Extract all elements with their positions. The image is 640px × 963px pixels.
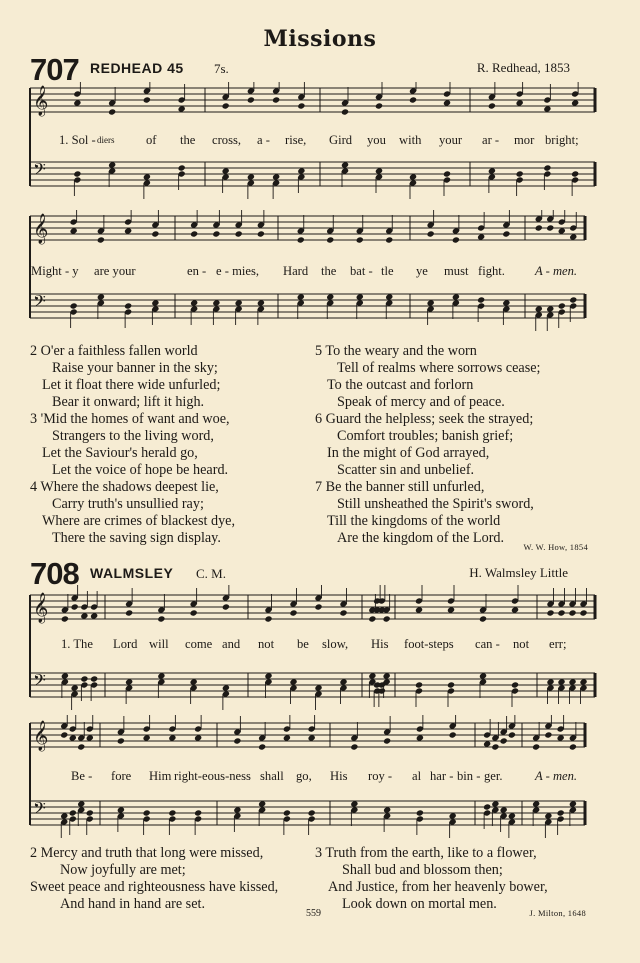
- note: [125, 678, 133, 685]
- lyric: come: [185, 637, 213, 651]
- lyric: Might - y: [31, 264, 79, 278]
- verse-line: 3 'Mid the homes of want and woe,: [30, 411, 230, 427]
- note: [69, 734, 77, 741]
- note: [368, 615, 376, 622]
- note: [488, 102, 496, 109]
- note: [477, 233, 485, 240]
- note: [143, 734, 151, 741]
- author: J. Milton, 1648: [529, 908, 586, 918]
- lyric: diers: [97, 135, 115, 145]
- note: [500, 737, 508, 744]
- verse-line: Till the kingdoms of the world: [327, 513, 501, 529]
- note: [502, 230, 510, 237]
- note: [233, 806, 241, 813]
- note: [535, 305, 543, 312]
- note: [264, 615, 272, 622]
- note: [356, 293, 364, 300]
- note: [535, 224, 543, 231]
- amen: A - men.: [535, 264, 578, 278]
- verses-right-column: [315, 845, 548, 913]
- note: [483, 740, 491, 747]
- note: [543, 105, 551, 112]
- note: [449, 731, 457, 738]
- note: [427, 299, 435, 306]
- note: [339, 678, 347, 685]
- note: [516, 99, 524, 106]
- note: [190, 230, 198, 237]
- note: [341, 161, 349, 168]
- note: [532, 743, 540, 750]
- lyric: ye: [416, 264, 428, 278]
- note: [571, 170, 579, 177]
- note: [508, 812, 516, 819]
- note: [409, 96, 417, 103]
- verse-line: There the saving sign display.: [52, 530, 221, 546]
- note: [247, 173, 255, 180]
- verse-line: Strangers to the living word,: [52, 428, 214, 444]
- note: [416, 734, 424, 741]
- verse-line: 4 Where the shadows deepest lie,: [30, 479, 219, 495]
- bass-clef-icon: 𝄢: [33, 159, 46, 183]
- note: [86, 734, 94, 741]
- note: [77, 743, 85, 750]
- note: [568, 609, 576, 616]
- tune-name: WALMSLEY: [90, 565, 174, 581]
- note: [222, 167, 230, 174]
- note: [544, 731, 552, 738]
- note: [257, 230, 265, 237]
- note: [326, 236, 334, 243]
- note: [546, 305, 554, 312]
- note: [409, 173, 417, 180]
- composer: R. Redhead, 1853: [476, 60, 570, 75]
- note: [283, 734, 291, 741]
- note: [289, 609, 297, 616]
- note: [143, 809, 151, 816]
- verse-line: 2 Mercy and truth that long were missed,: [30, 845, 264, 861]
- note: [571, 99, 579, 106]
- verse-line: Tell of realms where sorrows cease;: [337, 360, 541, 376]
- note: [297, 102, 305, 109]
- note: [339, 609, 347, 616]
- note: [500, 806, 508, 813]
- lyric: a -: [257, 133, 270, 147]
- note: [178, 164, 186, 171]
- note: [308, 809, 316, 816]
- note: [168, 809, 176, 816]
- note: [77, 800, 85, 807]
- lyric: Be -: [71, 769, 93, 783]
- note: [479, 615, 487, 622]
- lyric: har -: [430, 769, 454, 783]
- note: [452, 236, 460, 243]
- lyric: you: [367, 133, 386, 147]
- verse-line: Sweet peace and righteousness have kissed,: [30, 879, 279, 895]
- lyric: not: [513, 637, 530, 651]
- note: [178, 105, 186, 112]
- lyric: bat -: [350, 264, 373, 278]
- verse-line: Bear it onward; lift it high.: [52, 394, 205, 410]
- verse-line: In the might of God arrayed,: [327, 445, 490, 461]
- treble-clef-icon: 𝄞: [33, 721, 49, 751]
- note: [143, 96, 151, 103]
- lyric: are your: [94, 264, 136, 278]
- note: [350, 800, 358, 807]
- lyric: must: [444, 264, 469, 278]
- lyric: the: [321, 264, 337, 278]
- note: [257, 299, 265, 306]
- lyric: al: [412, 769, 422, 783]
- lyric: with: [399, 133, 422, 147]
- lyric: not: [258, 637, 275, 651]
- note: [543, 164, 551, 171]
- page-title: Missions: [263, 26, 377, 52]
- meter: 7s.: [214, 61, 229, 76]
- note: [194, 734, 202, 741]
- note: [558, 302, 566, 309]
- note: [222, 684, 230, 691]
- verse-line: 3 Truth from the earth, like to a flower,: [315, 845, 537, 861]
- note: [69, 809, 77, 816]
- note: [70, 302, 78, 309]
- lyric: rise,: [285, 133, 307, 147]
- note: [297, 236, 305, 243]
- note: [289, 678, 297, 685]
- bass-clef-icon: 𝄢: [33, 670, 46, 694]
- note: [80, 675, 88, 682]
- note: [488, 167, 496, 174]
- note: [368, 672, 376, 679]
- lyric: go,: [296, 769, 312, 783]
- note: [247, 96, 255, 103]
- note: [443, 170, 451, 177]
- note: [222, 603, 230, 610]
- note: [117, 806, 125, 813]
- note: [235, 230, 243, 237]
- note: [375, 102, 383, 109]
- lyric: and: [222, 637, 241, 651]
- treble-clef-icon: 𝄞: [33, 593, 49, 623]
- note: [558, 227, 566, 234]
- lyric: ger.: [484, 769, 503, 783]
- hymn-number: 708: [30, 556, 79, 591]
- note: [143, 173, 151, 180]
- lyric: 1. The: [61, 637, 93, 651]
- lyric: en -: [187, 264, 207, 278]
- note: [108, 108, 116, 115]
- treble-clef-icon: 𝄞: [33, 214, 49, 244]
- lyrics-line: [0, 133, 640, 149]
- lyric: 1. Sol -: [59, 133, 96, 147]
- lyric: His: [330, 769, 348, 783]
- note: [511, 681, 519, 688]
- lyric: foot-steps: [404, 637, 454, 651]
- note: [235, 299, 243, 306]
- note: [71, 684, 79, 691]
- note: [568, 678, 576, 685]
- note: [70, 227, 78, 234]
- lyric: tle: [381, 264, 394, 278]
- author: W. W. How, 1854: [523, 542, 588, 552]
- note: [477, 296, 485, 303]
- note: [415, 606, 423, 613]
- note: [557, 678, 565, 685]
- lyric: will: [149, 637, 169, 651]
- note: [190, 678, 198, 685]
- lyrics-line: [0, 264, 640, 280]
- verses-left-column: [30, 343, 235, 547]
- note: [569, 800, 577, 807]
- lyric: Him: [149, 769, 172, 783]
- note: [546, 609, 554, 616]
- lyric: fight.: [478, 264, 505, 278]
- verse-line: Look down on mortal men.: [342, 896, 497, 912]
- note: [71, 603, 79, 610]
- note: [449, 812, 457, 819]
- note: [61, 672, 69, 679]
- note: [532, 800, 540, 807]
- note: [308, 734, 316, 741]
- amen: A - men.: [535, 769, 578, 783]
- tune-name: REDHEAD 45: [90, 60, 184, 76]
- note: [73, 99, 81, 106]
- lyric: bright;: [545, 133, 579, 147]
- note: [157, 615, 165, 622]
- verse-line: Shall bud and blossom then;: [342, 862, 503, 878]
- note: [222, 102, 230, 109]
- note: [60, 731, 68, 738]
- lyric: of: [146, 133, 157, 147]
- verse-line: 6 Guard the helpless; seek the strayed;: [315, 411, 534, 427]
- verse-line: 7 Be the banner still unfurled,: [315, 479, 485, 495]
- note: [385, 236, 393, 243]
- note: [383, 737, 391, 744]
- lyric: roy -: [368, 769, 393, 783]
- note: [73, 170, 81, 177]
- note: [297, 167, 305, 174]
- lyric: be: [297, 637, 309, 651]
- lyric: cross,: [212, 133, 242, 147]
- note: [491, 743, 499, 750]
- note: [258, 743, 266, 750]
- note: [516, 170, 524, 177]
- note: [80, 612, 88, 619]
- note: [383, 615, 391, 622]
- lyric: the: [180, 133, 196, 147]
- note: [557, 609, 565, 616]
- bass-clef-icon: 𝄢: [33, 291, 46, 315]
- note: [452, 293, 460, 300]
- note: [579, 609, 587, 616]
- note: [383, 806, 391, 813]
- note: [157, 672, 165, 679]
- note: [272, 173, 280, 180]
- note: [502, 299, 510, 306]
- note: [569, 743, 577, 750]
- note: [447, 681, 455, 688]
- verses-left-column: [30, 845, 278, 913]
- note: [569, 233, 577, 240]
- note: [314, 603, 322, 610]
- lyric: err;: [549, 637, 567, 651]
- lyrics-line: [0, 769, 640, 785]
- lyric: e - mies,: [216, 264, 260, 278]
- note: [151, 299, 159, 306]
- note: [97, 293, 105, 300]
- verse-line: 2 O'er a faithless fallen world: [30, 343, 198, 359]
- verse-line: Carry truth's unsullied ray;: [52, 496, 204, 512]
- note: [90, 612, 98, 619]
- verse-line: To the outcast and forlorn: [327, 377, 474, 393]
- lyric: can -: [475, 637, 500, 651]
- verse-line: Raise your banner in the sky;: [52, 360, 218, 376]
- note: [511, 606, 519, 613]
- note: [415, 681, 423, 688]
- verse-line: Comfort troubles; banish grief;: [337, 428, 514, 444]
- page-number: 559: [306, 908, 321, 919]
- verse-line: Still unsheathed the Spirit's sword,: [337, 496, 534, 512]
- note: [117, 737, 125, 744]
- verse-line: Are the kingdom of the Lord.: [337, 530, 505, 546]
- composer: H. Walmsley Little: [469, 565, 568, 580]
- lyric: Lord: [113, 637, 138, 651]
- note: [447, 606, 455, 613]
- note: [326, 293, 334, 300]
- verse-line: And Justice, from her heavenly bower,: [328, 879, 548, 895]
- lyric: slow,: [322, 637, 349, 651]
- note: [108, 161, 116, 168]
- verse-line: And hand in hand are set.: [60, 896, 205, 912]
- note: [168, 734, 176, 741]
- note: [90, 675, 98, 682]
- note: [212, 230, 220, 237]
- note: [283, 809, 291, 816]
- verse-line: Let the voice of hope be heard.: [52, 462, 229, 478]
- note: [579, 678, 587, 685]
- note: [557, 734, 565, 741]
- verse-line: Now joyfully are met;: [60, 862, 186, 878]
- note: [350, 743, 358, 750]
- lyric: ar -: [482, 133, 500, 147]
- lyric: shall: [260, 769, 284, 783]
- note: [557, 809, 565, 816]
- verse-line: 5 To the weary and the worn: [315, 343, 477, 359]
- note: [416, 809, 424, 816]
- lyric: His: [371, 637, 389, 651]
- note: [314, 684, 322, 691]
- note: [86, 809, 94, 816]
- lyric: Gird: [329, 133, 353, 147]
- lyrics-line: [0, 637, 640, 653]
- verses-right-column: [315, 343, 540, 547]
- note: [427, 230, 435, 237]
- note: [341, 108, 349, 115]
- note: [151, 230, 159, 237]
- note: [97, 236, 105, 243]
- note: [483, 803, 491, 810]
- lyric: mor: [514, 133, 535, 147]
- verse-line: Where are crimes of blackest dye,: [42, 513, 236, 529]
- note: [212, 299, 220, 306]
- note: [60, 812, 68, 819]
- note: [124, 227, 132, 234]
- note: [491, 800, 499, 807]
- verse-line: Scatter sin and unbelief.: [337, 462, 475, 478]
- verse-line: Speak of mercy and of peace.: [337, 394, 505, 410]
- hymn-number: 707: [30, 52, 79, 87]
- note: [383, 672, 391, 679]
- note: [443, 99, 451, 106]
- meter: C. M.: [196, 566, 226, 581]
- note: [190, 609, 198, 616]
- verse-line: Let it float there wide unfurled;: [42, 377, 221, 393]
- note: [194, 809, 202, 816]
- note: [258, 800, 266, 807]
- note: [479, 672, 487, 679]
- verse-line: Let the Saviour's herald go,: [42, 445, 198, 461]
- note: [544, 812, 552, 819]
- lyric: right-eous-ness: [174, 769, 251, 783]
- note: [233, 737, 241, 744]
- note: [546, 224, 554, 231]
- note: [385, 293, 393, 300]
- note: [125, 609, 133, 616]
- note: [375, 167, 383, 174]
- note: [124, 302, 132, 309]
- note: [264, 672, 272, 679]
- note: [190, 299, 198, 306]
- note: [272, 96, 280, 103]
- lyric: your: [439, 133, 463, 147]
- note: [61, 615, 69, 622]
- note: [356, 236, 364, 243]
- note: [297, 293, 305, 300]
- note: [569, 296, 577, 303]
- lyric: bin -: [457, 769, 481, 783]
- treble-clef-icon: 𝄞: [33, 86, 49, 116]
- bass-clef-icon: 𝄢: [33, 798, 46, 822]
- lyric: Hard: [283, 264, 309, 278]
- note: [546, 678, 554, 685]
- note: [508, 731, 516, 738]
- lyric: fore: [111, 769, 132, 783]
